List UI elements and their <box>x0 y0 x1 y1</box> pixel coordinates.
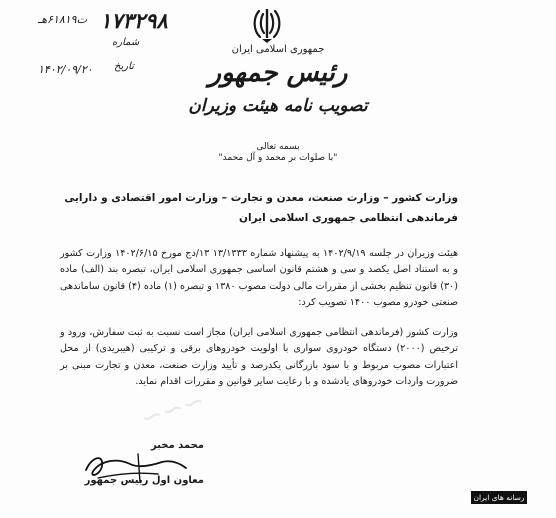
source-badge: رسانه های ایران <box>471 491 527 504</box>
resolution-title: تصویب نامه هیئت وزیران <box>188 96 368 116</box>
body-paragraph-1: هیئت وزیران در جلسه ۱۴۰۲/۹/۱۹ به پیشنهاد شماره ۱۳/۱۳۳۳ ۱۳/دج مورخ ۱۴۰۲/۶/۱۵ وزارت کشور و به استناد اصل یکصد و سی و هشتم قانون اساسی جمهوری اسلامی ایران، تبصره بند (الف) ماده (۳۰) قانون تنظیم بخشی از مقررات مالی دولت مصوب ۱۳۸۰ و تبصره (۱) ماده (۴) قانون ساماندهی صنعتی خودرو مصوب ۱۴۰۰ تصویب کرد: <box>60 248 459 308</box>
salawat: "با صلوات بر محمد و آل محمد" <box>218 153 338 163</box>
reference-number: ۱۷۳۲۹۸ <box>100 8 168 33</box>
government-name: جمهوری اسلامی ایران <box>231 44 325 55</box>
number-label: شماره <box>112 37 140 48</box>
organization-line: فرماندهی انتظامی جمهوری اسلامی ایران <box>239 212 458 224</box>
faint-watermark: ∽∽∽ <box>136 385 209 435</box>
signatory-name: محمد مخبر <box>150 440 204 451</box>
signatory-title: معاون اول رییس جمهور <box>84 475 204 486</box>
recipients-line: وزارت کشور – وزارت صنعت، معدن و تجارت – وزارت امور اقتصادی و دارایی <box>64 192 458 204</box>
date-value: ۱۴۰۲/۰۹/۲۰ <box>38 63 93 76</box>
date-label: تاریخ <box>114 61 134 72</box>
reference-prefix: ت۶۱۸۱۹هـ <box>38 13 87 26</box>
body-paragraph-2: وزارت کشور (فرماندهی انتظامی جمهوری اسلامی ایران) مجاز است نسبت به ثبت سفارش، ورود و ترخیص (۲۰۰۰) دستگاه خودروی سواری با اولویت خودروهای برقی و ترکیبی (هیبریدی) از محل اعتبارات مصوب مربوط و با سود بازرگانی یکدرصد و تأیید وزارت صنعت، معدن و تجارت مبنی بر ضرورت واردات خودروهای یادشده و با رعایت سایر قوانین و مقررات اقدام نماید. <box>60 327 458 387</box>
president-title: رئیس جمهور <box>208 58 348 88</box>
iran-emblem-icon <box>250 6 284 44</box>
bismillah: بسمه تعالی <box>256 142 300 152</box>
